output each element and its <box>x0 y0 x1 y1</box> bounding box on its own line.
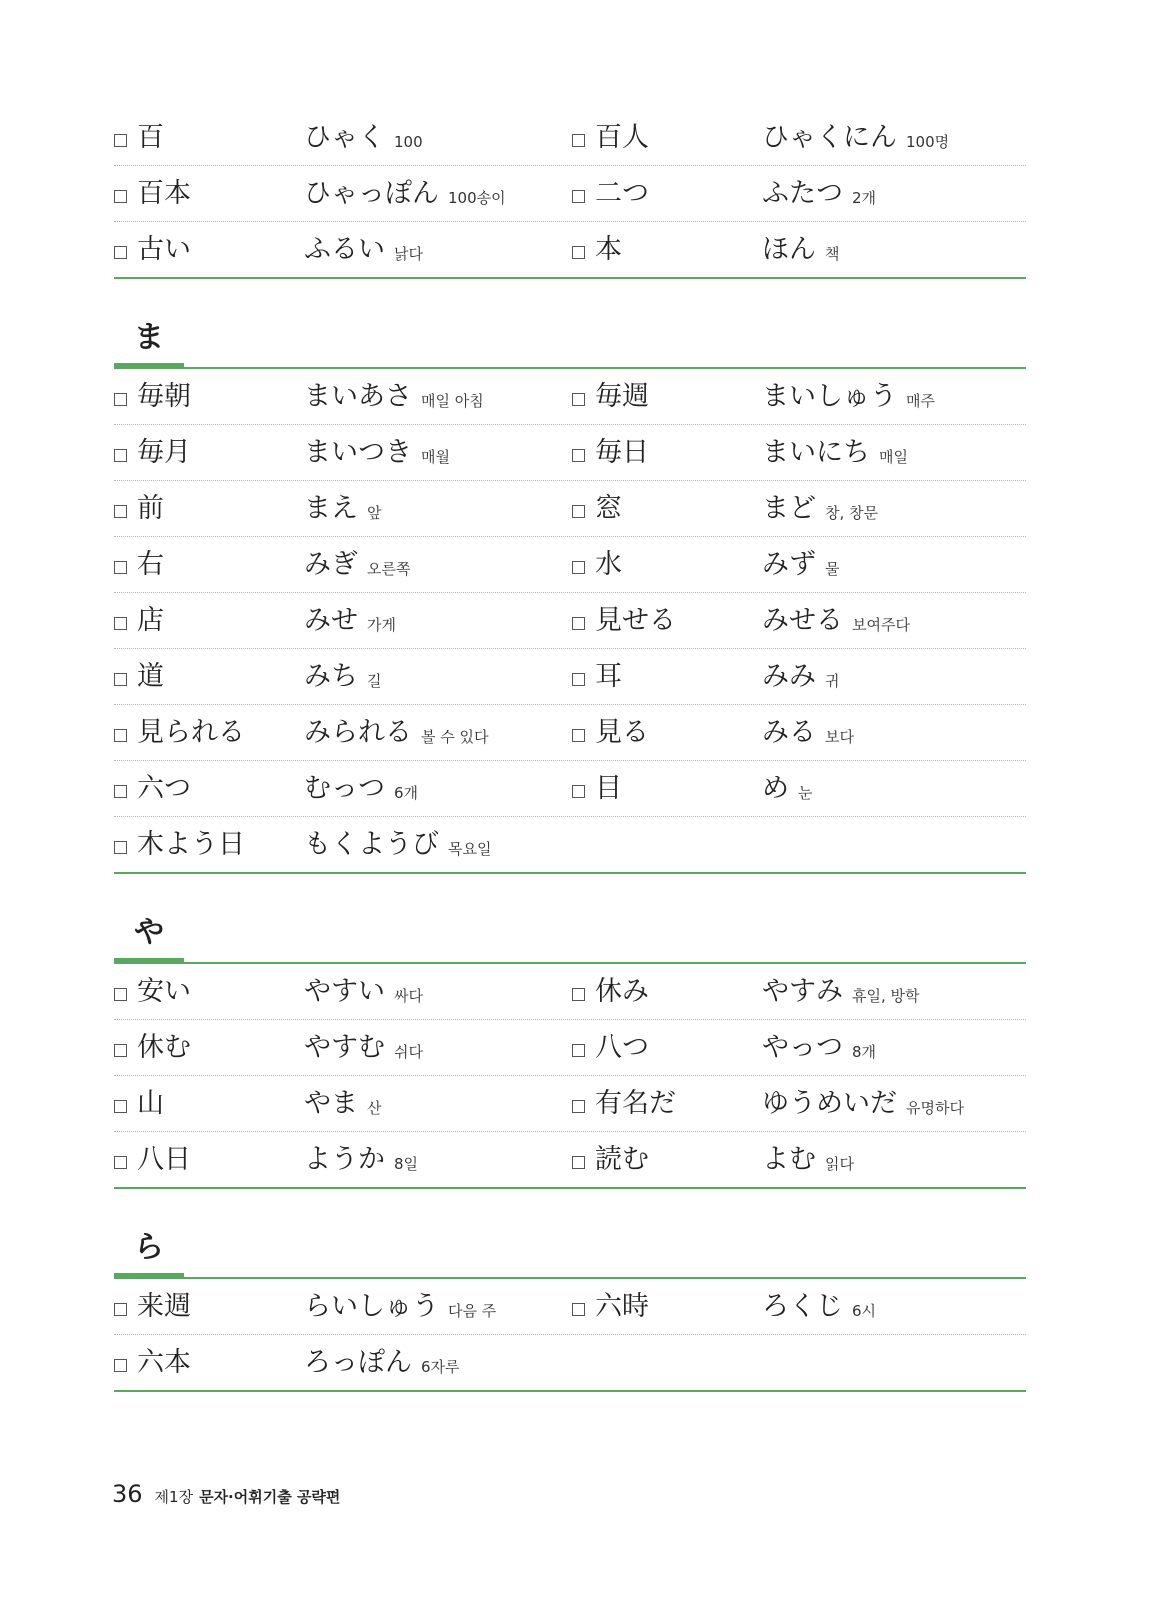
kana-text: ゆうめいだ <box>762 1088 897 1119</box>
meaning-text: 창, 창문 <box>825 504 879 522</box>
checkbox-icon[interactable] <box>114 1044 127 1057</box>
kana-text: ようか <box>304 1144 385 1175</box>
kanji-text: 窓 <box>595 493 622 524</box>
kanji-text: 山 <box>137 1088 164 1119</box>
kanji-text: 毎週 <box>595 381 649 412</box>
vocab-row <box>114 1132 1026 1189</box>
kana-text: まいしゅう <box>762 381 897 412</box>
kana-text: よむ <box>762 1144 816 1175</box>
vocab-entry-word <box>114 1279 294 1334</box>
kanji-text: 八日 <box>137 1144 191 1175</box>
kanji-text: 安い <box>137 976 191 1007</box>
vocab-entry-reading <box>762 166 1032 221</box>
vocab-row <box>114 369 1026 425</box>
vocab-row <box>114 817 1026 874</box>
vocab-entry-reading <box>762 705 1032 760</box>
meaning-text: 앞 <box>367 504 382 522</box>
checkbox-icon[interactable] <box>572 988 585 1001</box>
vocab-entry-reading <box>304 369 574 424</box>
vocab-entry-word <box>114 964 294 1019</box>
vocab-entry-word <box>572 964 752 1019</box>
chapter-title: 문자·어휘기출 공략편 <box>199 1488 341 1506</box>
vocab-entry-reading <box>304 481 574 536</box>
vocab-entry-reading <box>304 593 574 648</box>
section-header <box>114 279 1026 369</box>
kana-text: やっつ <box>762 1032 843 1063</box>
vocab-row <box>114 1279 1026 1335</box>
checkbox-icon[interactable] <box>572 190 585 203</box>
kanji-text: 目 <box>595 773 622 804</box>
vocab-entry-reading <box>304 1132 574 1187</box>
vocab-row <box>114 1335 1026 1392</box>
vocab-entry-reading <box>304 964 574 1019</box>
checkbox-icon[interactable] <box>114 449 127 462</box>
kanji-text: 毎朝 <box>137 381 191 412</box>
vocab-entry-word <box>114 166 294 221</box>
checkbox-icon[interactable] <box>114 617 127 630</box>
checkbox-icon[interactable] <box>572 1303 585 1316</box>
vocab-entry-word <box>114 537 294 592</box>
kana-text: みる <box>762 717 816 748</box>
kana-text: みせ <box>304 605 358 636</box>
meaning-text: 보여주다 <box>852 616 910 634</box>
vocab-entry-word <box>572 537 752 592</box>
vocab-entry-reading <box>762 425 1032 480</box>
vocab-entry-reading <box>304 705 574 760</box>
vocab-entry-reading <box>304 649 574 704</box>
kanji-text: 右 <box>137 549 164 580</box>
vocab-row <box>114 593 1026 649</box>
vocab-entry-word <box>572 761 752 816</box>
kanji-text: 毎日 <box>595 437 649 468</box>
vocab-entry-reading <box>304 537 574 592</box>
meaning-text: 귀 <box>825 672 840 690</box>
vocab-entry-word <box>114 817 294 872</box>
vocab-entry-reading <box>304 761 574 816</box>
checkbox-icon[interactable] <box>114 673 127 686</box>
meaning-text: 읽다 <box>825 1155 854 1173</box>
vocab-entry-reading <box>762 110 1032 165</box>
meaning-text: 매일 <box>879 448 908 466</box>
checkbox-icon[interactable] <box>114 785 127 798</box>
kana-text: らいしゅう <box>304 1291 439 1322</box>
meaning-text: 낡다 <box>394 245 423 263</box>
kanji-text: 有名だ <box>595 1088 676 1119</box>
checkbox-icon[interactable] <box>114 1100 127 1113</box>
meaning-text: 책 <box>825 245 840 263</box>
vocab-entry-word <box>572 369 752 424</box>
section-heading: ま <box>134 320 164 355</box>
vocab-entry-word <box>572 1020 752 1075</box>
kanji-text: 百人 <box>595 122 649 153</box>
vocab-row <box>114 964 1026 1020</box>
kana-text: もくようび <box>304 829 439 860</box>
meaning-text: 6시 <box>852 1302 877 1320</box>
vocab-entry-word <box>572 481 752 536</box>
checkbox-icon[interactable] <box>572 449 585 462</box>
kana-text: め <box>762 773 789 804</box>
kanji-text: 六時 <box>595 1291 649 1322</box>
kanji-text: 前 <box>137 493 164 524</box>
chapter-label: 제1장 <box>154 1488 194 1506</box>
meaning-text: 100송이 <box>448 189 506 207</box>
kana-text: みられる <box>304 717 412 748</box>
vocab-entry-reading <box>762 649 1032 704</box>
checkbox-icon[interactable] <box>114 246 127 259</box>
meaning-text: 눈 <box>798 784 813 802</box>
vocab-entry-word <box>114 1335 294 1390</box>
kana-text: やすむ <box>304 1032 385 1063</box>
meaning-text: 2개 <box>852 189 877 207</box>
meaning-text: 물 <box>825 560 840 578</box>
kanji-text: 毎月 <box>137 437 191 468</box>
meaning-text: 볼 수 있다 <box>421 728 489 746</box>
kana-text: ろくじ <box>762 1291 843 1322</box>
checkbox-icon[interactable] <box>572 561 585 574</box>
meaning-text: 매월 <box>421 448 450 466</box>
kanji-text: 休む <box>137 1032 191 1063</box>
vocab-row <box>114 481 1026 537</box>
vocab-entry-reading <box>762 761 1032 816</box>
meaning-text: 길 <box>367 672 382 690</box>
checkbox-icon[interactable] <box>114 393 127 406</box>
vocab-entry-reading <box>304 166 574 221</box>
checkbox-icon[interactable] <box>572 785 585 798</box>
kana-text: ほん <box>762 234 816 265</box>
kanji-text: 耳 <box>595 661 622 692</box>
vocab-entry-reading <box>304 425 574 480</box>
page-number: 36 <box>112 1480 143 1508</box>
vocab-row <box>114 1076 1026 1132</box>
vocab-entry-reading <box>304 1335 574 1390</box>
meaning-text: 목요일 <box>448 840 492 858</box>
meaning-text: 보다 <box>825 728 854 746</box>
kana-text: まど <box>762 493 816 524</box>
checkbox-icon[interactable] <box>572 393 585 406</box>
kana-text: みみ <box>762 661 816 692</box>
checkbox-icon[interactable] <box>114 841 127 854</box>
kanji-text: 六つ <box>137 773 191 804</box>
meaning-text: 100명 <box>906 133 950 151</box>
kana-text: ふたつ <box>762 178 843 209</box>
vocab-row <box>114 705 1026 761</box>
kana-text: やすみ <box>762 976 843 1007</box>
checkbox-icon[interactable] <box>114 505 127 518</box>
vocab-entry-reading <box>304 817 574 872</box>
vocab-entry-reading <box>762 222 1032 277</box>
vocab-entry-word <box>572 110 752 165</box>
kana-text: やすい <box>304 976 385 1007</box>
kana-text: まいあさ <box>304 381 412 412</box>
vocab-row <box>114 425 1026 481</box>
vocab-block <box>114 279 1026 874</box>
section-heading: ら <box>134 1230 164 1265</box>
checkbox-icon[interactable] <box>114 561 127 574</box>
vocab-entry-reading <box>304 110 574 165</box>
kanji-text: 古い <box>137 234 191 265</box>
section-header <box>114 1189 1026 1279</box>
checkbox-icon[interactable] <box>114 134 127 147</box>
vocab-entry-word <box>572 1076 752 1131</box>
kanji-text: 見られる <box>137 717 245 748</box>
vocab-entry-reading <box>762 593 1032 648</box>
kana-text: ひゃくにん <box>762 122 897 153</box>
meaning-text: 8일 <box>394 1155 419 1173</box>
kana-text: みぎ <box>304 549 358 580</box>
checkbox-icon[interactable] <box>572 673 585 686</box>
vocab-block <box>114 110 1026 279</box>
section-header <box>114 874 1026 964</box>
vocab-entry-reading <box>762 1132 1032 1187</box>
kana-text: みず <box>762 549 816 580</box>
meaning-text: 산 <box>367 1099 382 1117</box>
vocab-entry-word <box>114 110 294 165</box>
kanji-text: 店 <box>137 605 164 636</box>
kana-text: まいつき <box>304 437 412 468</box>
kana-text: やま <box>304 1088 358 1119</box>
checkbox-icon[interactable] <box>572 246 585 259</box>
kanji-text: 二つ <box>595 178 649 209</box>
kanji-text: 百本 <box>137 178 191 209</box>
vocab-entry-word <box>114 649 294 704</box>
page-footer <box>112 1480 340 1508</box>
vocab-block <box>114 874 1026 1189</box>
kanji-text: 八つ <box>595 1032 649 1063</box>
checkbox-icon[interactable] <box>114 729 127 742</box>
kana-text: まえ <box>304 493 358 524</box>
vocab-row <box>114 761 1026 817</box>
vocab-row <box>114 649 1026 705</box>
vocab-block <box>114 1189 1026 1392</box>
vocab-entry-reading <box>304 222 574 277</box>
vocab-entry-reading <box>762 1279 1032 1334</box>
checkbox-icon[interactable] <box>572 617 585 630</box>
kana-text: ひゃく <box>304 122 385 153</box>
vocab-entry-word <box>572 649 752 704</box>
vocab-entry-word <box>572 425 752 480</box>
meaning-text: 가게 <box>367 616 396 634</box>
kanji-text: 六本 <box>137 1347 191 1378</box>
vocab-entry-word <box>114 369 294 424</box>
vocab-entry-reading <box>762 537 1032 592</box>
vocab-page <box>114 110 1026 1392</box>
vocab-entry-word <box>114 481 294 536</box>
meaning-text: 8개 <box>852 1043 877 1061</box>
vocab-row <box>114 166 1026 222</box>
meaning-text: 유명하다 <box>906 1099 964 1117</box>
vocab-entry-reading <box>762 369 1032 424</box>
meaning-text: 휴일, 방학 <box>852 987 920 1005</box>
checkbox-icon[interactable] <box>572 1100 585 1113</box>
vocab-entry-word <box>572 705 752 760</box>
meaning-text: 100 <box>394 132 423 151</box>
kanji-text: 百 <box>137 122 164 153</box>
checkbox-icon[interactable] <box>572 505 585 518</box>
kanji-text: 本 <box>595 234 622 265</box>
checkbox-icon[interactable] <box>572 1156 585 1169</box>
checkbox-icon[interactable] <box>114 1303 127 1316</box>
vocab-entry-word <box>572 593 752 648</box>
kana-text: みち <box>304 661 358 692</box>
vocab-entry-reading <box>762 964 1032 1019</box>
checkbox-icon[interactable] <box>572 1044 585 1057</box>
kanji-text: 水 <box>595 549 622 580</box>
vocab-entry-reading <box>304 1076 574 1131</box>
checkbox-icon[interactable] <box>114 988 127 1001</box>
checkbox-icon[interactable] <box>114 1359 127 1372</box>
vocab-entry-word <box>572 1279 752 1334</box>
kana-text: ろっぽん <box>304 1347 412 1378</box>
kanji-text: 休み <box>595 976 649 1007</box>
kana-text: まいにち <box>762 437 870 468</box>
vocab-row <box>114 1020 1026 1076</box>
kana-text: むっつ <box>304 773 385 804</box>
kanji-text: 来週 <box>137 1291 191 1322</box>
vocab-row <box>114 537 1026 593</box>
vocab-row <box>114 222 1026 279</box>
meaning-text: 6자루 <box>421 1358 460 1376</box>
checkbox-icon[interactable] <box>114 190 127 203</box>
checkbox-icon[interactable] <box>572 134 585 147</box>
meaning-text: 매주 <box>906 392 935 410</box>
kana-text: みせる <box>762 605 843 636</box>
vocab-entry-reading <box>762 1020 1032 1075</box>
kanji-text: 読む <box>595 1144 649 1175</box>
vocab-entry-word <box>114 1020 294 1075</box>
kana-text: ふるい <box>304 234 385 265</box>
meaning-text: 다음 주 <box>448 1302 497 1320</box>
vocab-entry-word <box>114 761 294 816</box>
vocab-entry-word <box>114 425 294 480</box>
section-heading: や <box>134 915 164 950</box>
vocab-entry-word <box>572 166 752 221</box>
meaning-text: 싸다 <box>394 987 423 1005</box>
vocab-entry-word <box>114 593 294 648</box>
checkbox-icon[interactable] <box>114 1156 127 1169</box>
kanji-text: 道 <box>137 661 164 692</box>
vocab-entry-reading <box>304 1279 574 1334</box>
vocab-entry-word <box>114 222 294 277</box>
checkbox-icon[interactable] <box>572 729 585 742</box>
kanji-text: 木よう日 <box>137 829 245 860</box>
meaning-text: 오른쪽 <box>367 560 411 578</box>
kanji-text: 見せる <box>595 605 676 636</box>
vocab-entry-word <box>114 1076 294 1131</box>
vocab-entry-word <box>114 1132 294 1187</box>
kanji-text: 見る <box>595 717 649 748</box>
vocab-entry-word <box>572 222 752 277</box>
meaning-text: 6개 <box>394 784 419 802</box>
meaning-text: 매일 아침 <box>421 392 484 410</box>
vocab-entry-word <box>114 705 294 760</box>
vocab-entry-reading <box>762 481 1032 536</box>
vocab-entry-word <box>572 1132 752 1187</box>
vocab-entry-reading <box>304 1020 574 1075</box>
vocab-entry-reading <box>762 1076 1032 1131</box>
vocab-row <box>114 110 1026 166</box>
meaning-text: 쉬다 <box>394 1043 423 1061</box>
kana-text: ひゃっぽん <box>304 178 439 209</box>
